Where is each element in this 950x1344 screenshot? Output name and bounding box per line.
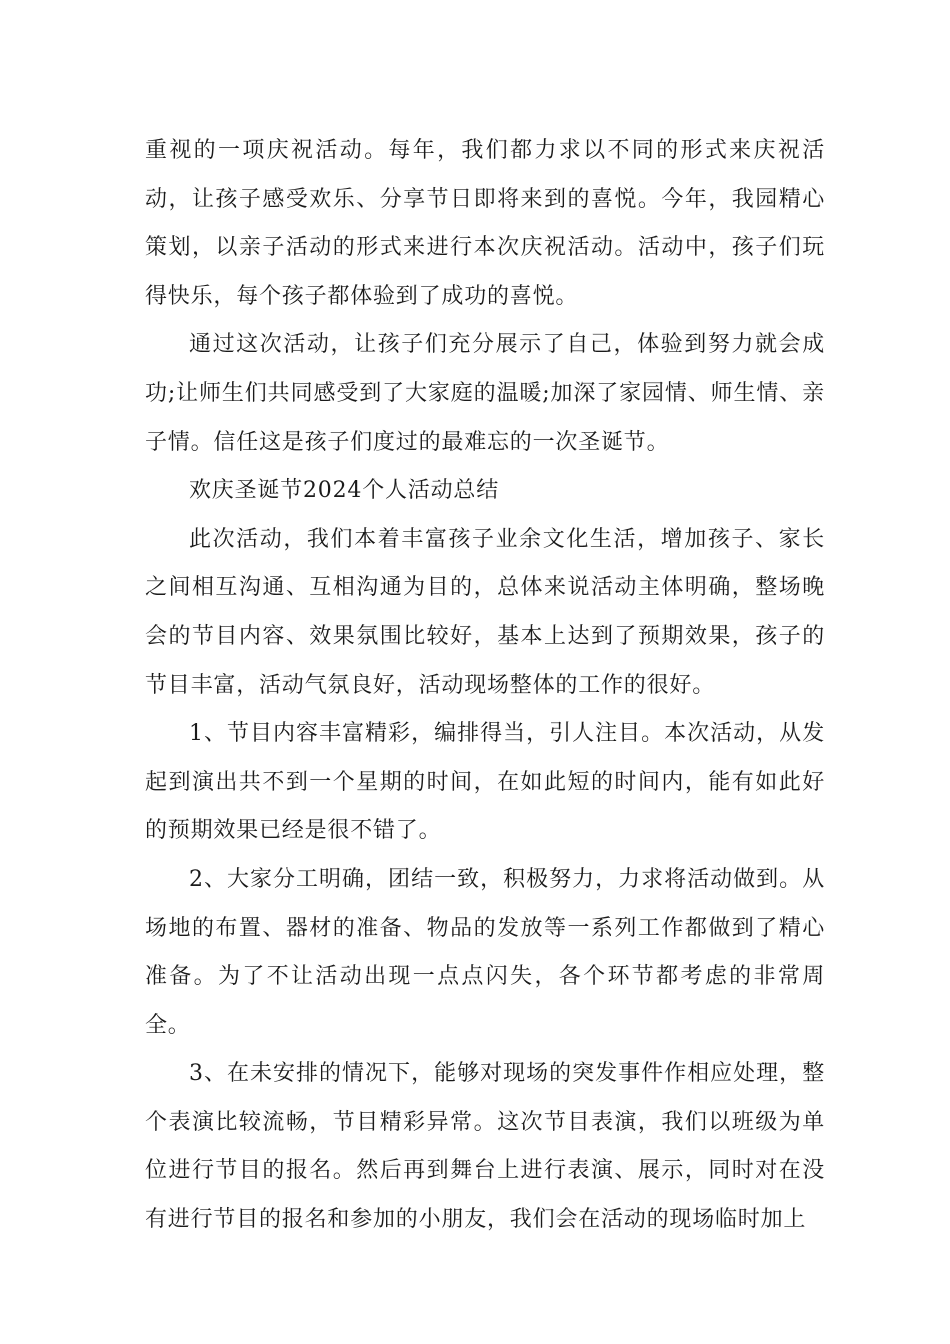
paragraph-intro-continued: 重视的一项庆祝活动。每年，我们都力求以不同的形式来庆祝活动，让孩子感受欢乐、分享节日即将来到的喜悦。今年，我园精心策划，以亲子活动的形式来进行本次庆祝活动。活动中，孩子们玩得快乐，每个孩子都体验到了成功的喜悦。 bbox=[145, 138, 825, 309]
paragraph-activity-reflection: 通过这次活动，让孩子们充分展示了自己，体验到努力就会成功;让师生们共同感受到了大家庭的温暖;加深了家园情、师生情、亲子情。信任这是孩子们度过的最难忘的一次圣诞节。 bbox=[145, 332, 825, 455]
paragraph-point-2: 2、大家分工明确，团结一致，积极努力，力求将活动做到。从场地的布置、器材的准备、物品的发放等一系列工作都做到了精心准备。为了不让活动出现一点点闪失，各个环节都考虑的非常周全。 bbox=[145, 866, 825, 1038]
paragraph-summary-overview: 此次活动，我们本着丰富孩子业余文化生活，增加孩子、家长之间相互沟通、互相沟通为目的，总体来说活动主体明确，整场晚会的节目内容、效果氛围比较好，基本上达到了预期效果，孩子的节目丰富，活动气氛良好，活动现场整体的工作的很好。 bbox=[145, 526, 825, 698]
paragraph-point-1: 1、节目内容丰富精彩，编排得当，引人注目。本次活动，从发起到演出共不到一个星期的时间，在如此短的时间内，能有如此好的预期效果已经是很不错了。 bbox=[145, 721, 825, 844]
section-heading: 欢庆圣诞节2024个人活动总结 bbox=[189, 478, 499, 504]
paragraph-point-3: 3、在未安排的情况下，能够对现场的突发事件作相应处理，整个表演比较流畅，节目精彩异常。这次节目表演，我们以班级为单位进行节目的报名。然后再到舞台上进行表演、展示，同时对在没有进行节目的报名和参加的小朋友，我们会在活动的现场临时加上 bbox=[145, 1061, 825, 1233]
document-body bbox=[145, 127, 825, 1245]
